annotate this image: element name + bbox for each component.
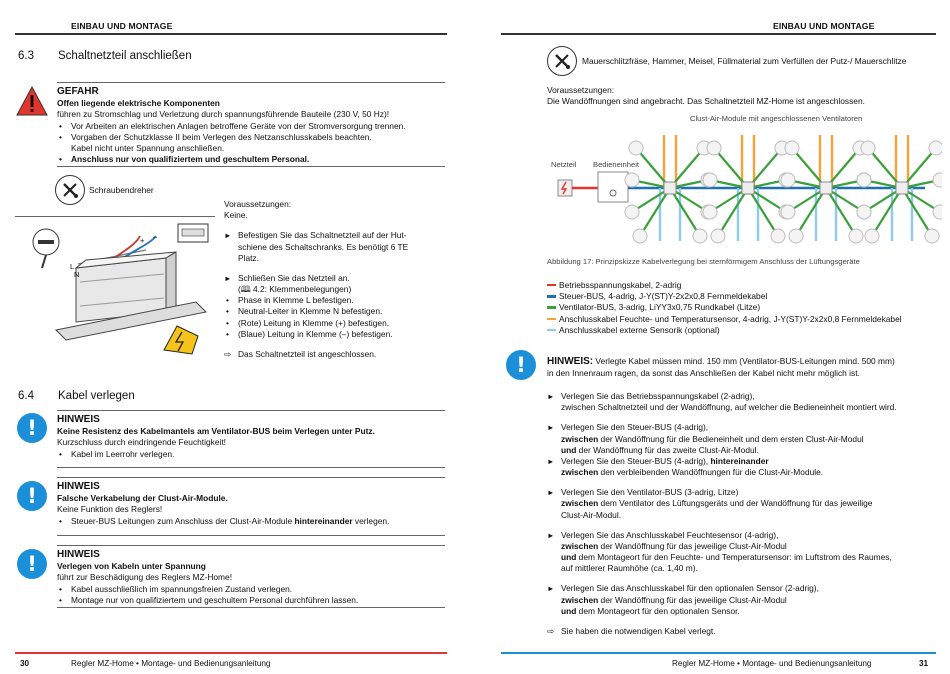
notice-bullet-text: Steuer-BUS Leitungen zum Anschluss der Clust-Air-Module <box>71 515 295 526</box>
step-2-cont <box>547 445 942 456</box>
fig-label-minus: – <box>153 232 158 241</box>
notice-subtitle: Keine Resistenz des Kabelmantels am Ventilator-BUS beim Verlegen unter Putz. <box>57 426 375 437</box>
step-4-cont: Clust-Air-Modul. <box>561 509 622 520</box>
right-prereq <box>547 85 937 107</box>
fig-label-n: N <box>74 270 80 279</box>
page-number-left: 30 <box>20 659 30 668</box>
notice-bullet: • Montage nur von qualifiziertem und geschultem Personal durchführen lassen. <box>57 595 447 606</box>
section-title: Schaltnetzteil anschließen <box>58 50 192 62</box>
danger-subtitle: Offen liegende elektrische Komponenten <box>57 98 220 109</box>
step-2-cont <box>547 434 942 445</box>
header-rule-right <box>501 33 936 35</box>
step-6: ► Verlegen Sie das Anschlusskabel für den optionalen Sensor (2-adrig), <box>547 583 942 594</box>
notice-icon: ! <box>17 413 47 443</box>
danger-bullet: • Vorgaben der Schutzklasse II beim Verlegen des Netzanschlusskabels beachten. <box>57 132 447 143</box>
step-4: ► Verlegen Sie den Ventilator-BUS (3-adrig, Litze) <box>547 487 942 498</box>
notice-text: Keine Funktion des Reglers! <box>57 504 163 515</box>
step-2-bullet: • Neutral-Leiter in Klemme N befestigen. <box>224 306 449 317</box>
right-steps <box>547 391 942 637</box>
fan-icon <box>703 205 717 219</box>
step-5-cont: auf mittlerer Raumhöhe (ca. 1,40 m). <box>561 563 698 574</box>
ventilator-bus-line <box>826 188 856 236</box>
fig-label-plus: + <box>140 236 145 245</box>
notice-icon: ! <box>17 549 47 579</box>
figure-caption: Abbildung 17: Prinzipskizze Kabelverlegung bei sternförmigem Anschluss der Lüftungsgeräte <box>547 257 860 266</box>
section-title: Kabel verlegen <box>58 390 135 402</box>
step-text: der Wandöffnung für das zweite Clust-Air-Modul. <box>576 444 759 455</box>
tools-label: Mauerschlitzfräse, Hammer, Meisel, Füllmaterial zum Verfüllen der Putz-/ Mauerschlitze <box>582 56 907 66</box>
prereq-text: Keine. <box>224 210 248 221</box>
fan-icon <box>707 141 721 155</box>
step-result: ⇨ Sie haben die notwendigen Kabel verlegt. <box>547 626 942 637</box>
step-bold: und <box>561 444 577 455</box>
screwdriver-icon <box>55 175 85 205</box>
hint-text: in den Innenraum ragen, da sonst das Anschließen der Kabel nicht mehr möglich ist. <box>547 368 860 379</box>
diagram-title: Clust-Air-Module mit angeschlossenen Ventilatoren <box>690 114 863 123</box>
page-number-right: 31 <box>919 659 929 668</box>
notice-title: HINWEIS <box>57 481 100 492</box>
fan-icon <box>925 229 939 243</box>
diagram-label-bedieneinheit: Bedieneinheit <box>593 160 640 169</box>
header-left: EINBAU UND MONTAGE <box>71 21 173 31</box>
step-2: ► Verlegen Sie den Steuer-BUS (4-adrig), <box>547 422 942 433</box>
notice-rule <box>57 535 445 536</box>
footer-text-left: Regler MZ-Home • Montage- und Bedienungsanleitung <box>71 659 271 668</box>
fan-icon <box>785 141 799 155</box>
notice-text: führt zur Beschädigung des Reglers MZ-Home! <box>57 572 233 583</box>
fan-icon <box>693 229 707 243</box>
diagram-label-netzteil: Netzteil <box>551 160 577 169</box>
s63-steps <box>224 199 449 360</box>
header-rule-left <box>15 33 447 35</box>
fan-icon <box>711 229 725 243</box>
fan-icon <box>703 173 717 187</box>
fig-label-l: L <box>70 262 75 271</box>
step-2-ref: (🕮 4.2: Klemmenbelegungen) <box>238 284 352 295</box>
notice-bullet-bold: hintereinander <box>294 515 353 526</box>
fan-icon <box>789 229 803 243</box>
danger-text: führen zu Stromschlag und Verletzung durch spannungsführende Bauteile (230 V, 50 Hz)! <box>57 109 390 120</box>
legend-item <box>547 280 939 291</box>
step-2-bullet: • (Blaue) Leitung in Klemme (–) befestigen. <box>224 329 449 340</box>
notice-2 <box>57 480 447 527</box>
step-2-bullet: • Phase in Klemme L befestigen. <box>224 295 449 306</box>
notice-title: HINWEIS <box>57 549 100 560</box>
step-bold: und <box>561 605 577 616</box>
notice-rule <box>57 410 445 411</box>
step-text: dem Montageort für den optionalen Sensor. <box>576 605 740 616</box>
notice-title: HINWEIS <box>57 414 100 425</box>
footer-rule-left <box>15 652 447 654</box>
legend <box>547 280 939 336</box>
legend-item <box>547 314 939 325</box>
ventilator-bus-line <box>640 188 670 236</box>
ventilator-bus-line <box>670 188 700 236</box>
fan-icon <box>865 229 879 243</box>
step-bold: hintereinander <box>710 455 769 466</box>
notice-rule <box>57 477 445 478</box>
clust-air-module-box <box>664 182 676 194</box>
footer-rule-right <box>501 652 936 654</box>
prereq-text: Die Wandöffnungen sind angebracht. Das Schaltnetzteil MZ-Home ist angeschlossen. <box>547 96 865 107</box>
legend-text: Ventilator-BUS, 3-adrig, LiYY3x0,75 Rundkabel (Litze) <box>559 302 761 313</box>
step-1-cont: Platz. <box>238 252 259 263</box>
step-5-cont <box>547 541 942 552</box>
footer-text-right: Regler MZ-Home • Montage- und Bedienungsanleitung <box>672 659 872 668</box>
fan-icon <box>857 173 871 187</box>
legend-item <box>547 325 939 336</box>
notice-icon: ! <box>17 481 47 511</box>
fan-icon <box>625 205 639 219</box>
step-bold: zwischen <box>561 540 599 551</box>
step-3-cont <box>547 467 942 478</box>
fan-icon <box>861 141 875 155</box>
legend-item <box>547 302 939 313</box>
legend-text: Anschlusskabel Feuchte- und Temperatursensor, 4-adrig, J-Y(ST)Y-2x2x0,8 Fernmeldekabel <box>559 313 902 324</box>
fan-icon <box>629 141 643 155</box>
hint-icon: ! <box>506 350 536 380</box>
power-supply-figure <box>16 220 216 360</box>
danger-bullet: • Anschluss nur von qualifiziertem und geschultem Personal. <box>57 154 447 165</box>
step-text: dem Montageort für den Feuchte- und Temperatursensor: im Luftstrom des Raumes, <box>576 552 892 563</box>
tool-label: Schraubendreher <box>89 185 154 195</box>
step-text: den verbleibenden Wandöffnungen für die Clust-Air-Module. <box>598 467 824 478</box>
fan-icon <box>781 173 795 187</box>
fan-icon <box>929 141 942 155</box>
danger-rule <box>57 82 445 83</box>
notice-subtitle: Falsche Verkabelung der Clust-Air-Module. <box>57 493 228 504</box>
figure-rule <box>15 216 215 217</box>
step-6-cont <box>547 606 942 617</box>
prereq-label: Voraussetzungen: <box>224 199 292 209</box>
step-text: der Wandöffnung für das jeweilige Clust-Air-Modul <box>598 540 787 551</box>
notice-bullet <box>57 516 447 527</box>
step-bold: zwischen <box>561 433 599 444</box>
ventilator-bus-line <box>902 188 932 236</box>
legend-item <box>547 291 939 302</box>
bedieneinheit-box <box>598 172 628 202</box>
clust-air-module-box <box>820 182 832 194</box>
header-right: EINBAU UND MONTAGE <box>773 21 875 31</box>
clust-air-module-box <box>896 182 908 194</box>
fan-icon <box>857 205 871 219</box>
notice-subtitle: Verlegen von Kabeln unter Spannung <box>57 561 206 572</box>
fan-icon <box>933 205 942 219</box>
notice-rule <box>57 545 445 546</box>
step-1: ► Verlegen Sie das Betriebsspannungskabel (2-adrig), <box>547 391 942 402</box>
fan-icon <box>771 229 785 243</box>
step-1-cont: schiene des Schaltschranks. Es benötigt 6 TE <box>238 241 409 252</box>
cabling-diagram <box>550 125 942 250</box>
hint-title: HINWEIS: <box>547 356 594 367</box>
danger-block <box>57 85 447 165</box>
fan-icon <box>625 173 639 187</box>
step-text: der Wandöffnung für die Bedieneinheit und dem ersten Clust-Air-Modul <box>598 433 864 444</box>
step-bold: und <box>561 552 577 563</box>
danger-title: GEFAHR <box>57 86 99 97</box>
hint-block <box>547 355 942 379</box>
notice-bullet-text: verlegen. <box>352 515 390 526</box>
clust-air-module-box <box>742 182 754 194</box>
legend-text: Anschlusskabel externe Sensorik (optional) <box>559 324 720 335</box>
fan-icon <box>781 205 795 219</box>
step-bold: zwischen <box>561 467 599 478</box>
step-4-cont <box>547 498 942 509</box>
notice-1 <box>57 413 447 460</box>
step-2: ► Schließen Sie das Netzteil an. <box>224 273 449 284</box>
ventilator-bus-line <box>872 188 902 236</box>
section-number: 6.3 <box>18 50 34 62</box>
ventilator-bus-line <box>748 188 778 236</box>
step-text: der Wandöffnung für das jeweilige Clust-Air-Modul <box>598 594 787 605</box>
step-result: ⇨ Das Schaltnetzteil ist angeschlossen. <box>224 349 449 360</box>
fan-icon <box>933 173 942 187</box>
danger-bullet-cont: Kabel nicht unter Spannung anschließen. <box>71 142 225 153</box>
notice-text: Kurzschluss durch eindringende Feuchtigkeit! <box>57 437 226 448</box>
ventilator-bus-line <box>718 188 748 236</box>
section-number: 6.4 <box>18 390 34 402</box>
step-2-bullet: • (Rote) Leitung in Klemme (+) befestigen. <box>224 318 449 329</box>
step-text: Verlegen Sie den Steuer-BUS (4-adrig), <box>561 455 711 466</box>
step-3 <box>547 456 942 467</box>
step-bold: zwischen <box>561 498 599 509</box>
step-1: ► Befestigen Sie das Schaltnetzteil auf der Hut- <box>224 230 449 241</box>
notice-bullet: • Kabel im Leerrohr verlegen. <box>57 449 447 460</box>
danger-rule-bottom <box>57 166 445 167</box>
legend-text: Betriebsspannungskabel, 2-adrig <box>559 280 682 290</box>
notice-rule <box>57 467 445 468</box>
step-6-cont <box>547 595 942 606</box>
hint-text: Verlegte Kabel müssen mind. 150 mm (Ventilator-BUS-Leitungen mind. 500 mm) <box>593 356 895 366</box>
step-bold: zwischen <box>561 594 599 605</box>
notice-3 <box>57 548 447 606</box>
notice-bullet: • Kabel ausschließlich im spannungsfreien Zustand verlegen. <box>57 584 447 595</box>
step-5: ► Verlegen Sie das Anschlusskabel Feuchtesensor (4-adrig), <box>547 530 942 541</box>
prereq-label: Voraussetzungen: <box>547 85 615 95</box>
fan-icon <box>849 229 863 243</box>
step-5-cont <box>547 552 942 563</box>
ventilator-bus-line <box>796 188 826 236</box>
legend-text: Steuer-BUS, 4-adrig, J-Y(ST)Y-2x2x0,8 Fernmeldekabel <box>559 291 768 302</box>
step-text: dem Ventilator des Lüftungsgeräts und der Wandöffnung für das jeweilige <box>598 498 873 509</box>
step-1-cont: zwischen Schaltnetzteil und der Wandöffnung, auf welcher die Bedieneinheit montiert wird. <box>561 402 897 413</box>
danger-warning-icon <box>16 86 48 116</box>
fan-icon <box>633 229 647 243</box>
danger-bullet: • Vor Arbeiten an elektrischen Anlagen betroffene Geräte von der Stromversorgung trennen. <box>57 121 447 132</box>
notice-rule <box>57 607 445 608</box>
tools-icon <box>547 46 577 76</box>
